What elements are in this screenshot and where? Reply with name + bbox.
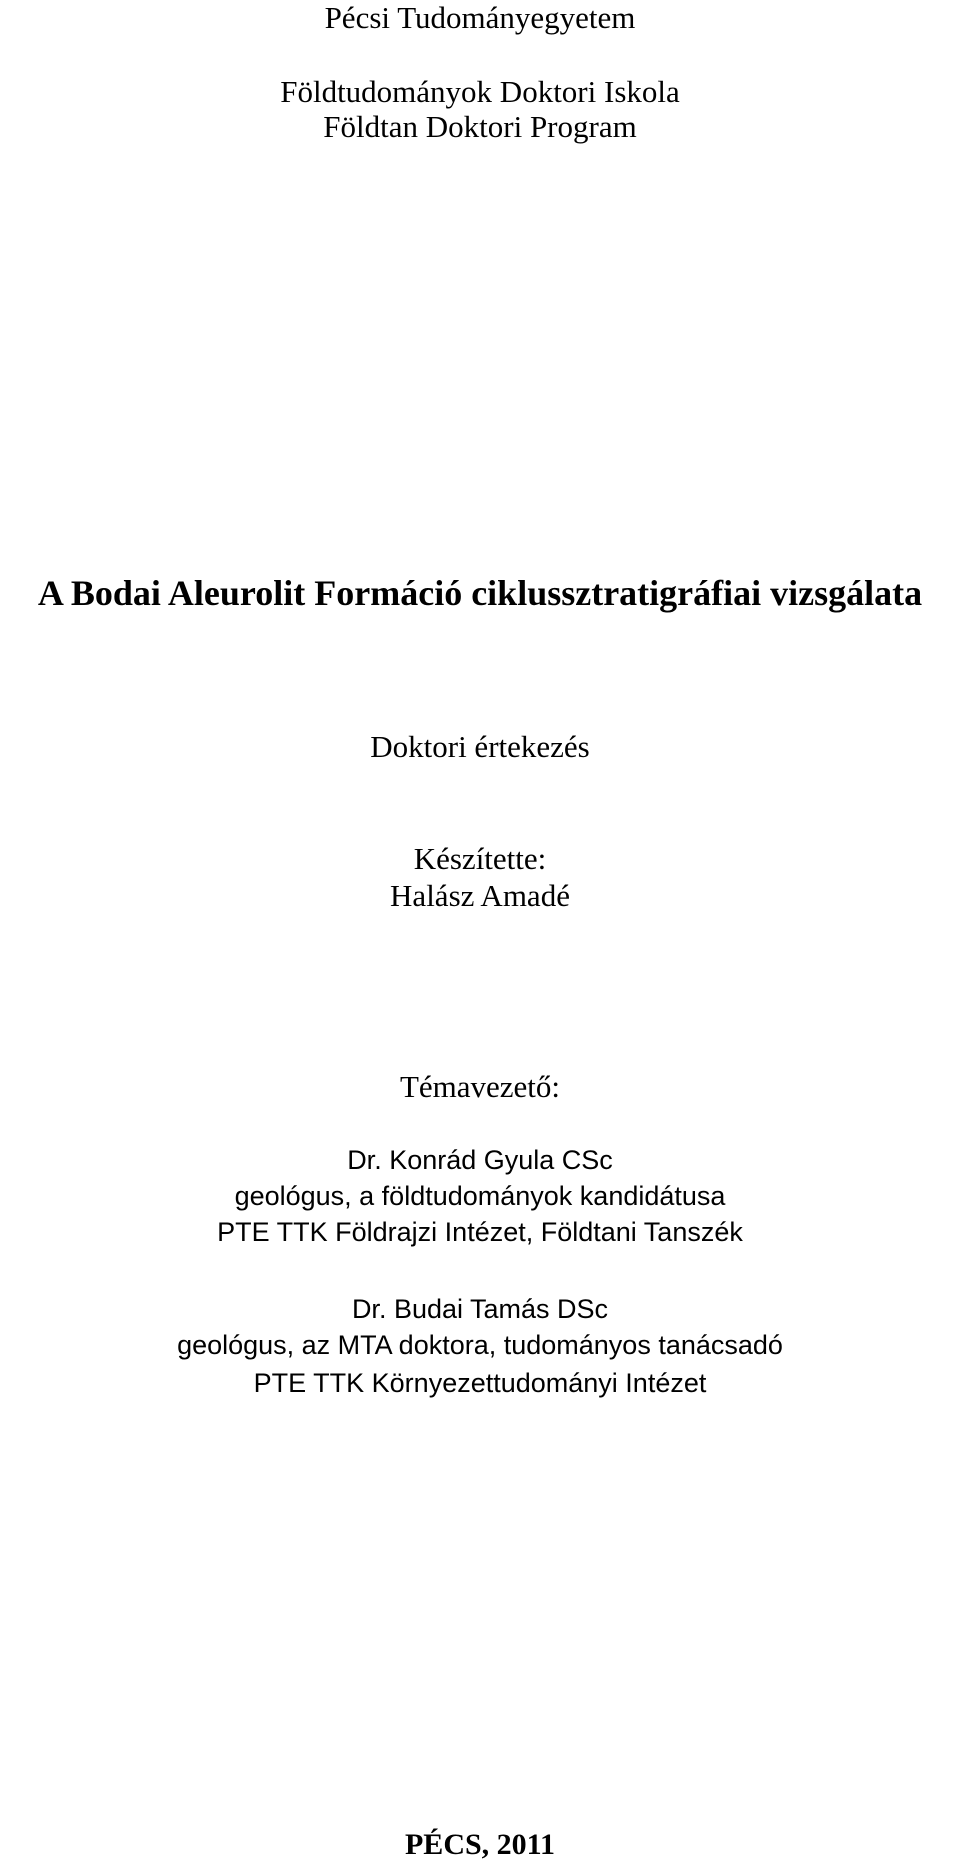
supervisor-1-name: Dr. Konrád Gyula CSc bbox=[347, 1145, 613, 1175]
doctoral-school: Földtudományok Doktori Iskola bbox=[280, 74, 680, 109]
supervisor-2-institution: PTE TTK Környezettudományi Intézet bbox=[253, 1368, 707, 1398]
place-and-year: PÉCS, 2011 bbox=[404, 1828, 556, 1861]
supervisor-1-title: geológus, a földtudományok kandidátusa bbox=[234, 1181, 726, 1211]
author-name: Halász Amadé bbox=[390, 878, 570, 913]
thesis-type: Doktori értekezés bbox=[370, 729, 590, 764]
supervisor-2-title: geológus, az MTA doktora, tudományos tanácsadó bbox=[177, 1330, 783, 1360]
doctoral-program: Földtan Doktori Program bbox=[323, 109, 637, 144]
supervisor-1-institution: PTE TTK Földrajzi Intézet, Földtani Tanszék bbox=[217, 1217, 743, 1247]
thesis-title: A Bodai Aleurolit Formáció ciklussztratigráfiai vizsgálata bbox=[37, 573, 923, 613]
supervisor-2-name: Dr. Budai Tamás DSc bbox=[351, 1294, 609, 1324]
university-name: Pécsi Tudományegyetem bbox=[324, 0, 636, 35]
author-label: Készítette: bbox=[413, 841, 547, 876]
supervisor-label: Témavezető: bbox=[399, 1069, 561, 1104]
